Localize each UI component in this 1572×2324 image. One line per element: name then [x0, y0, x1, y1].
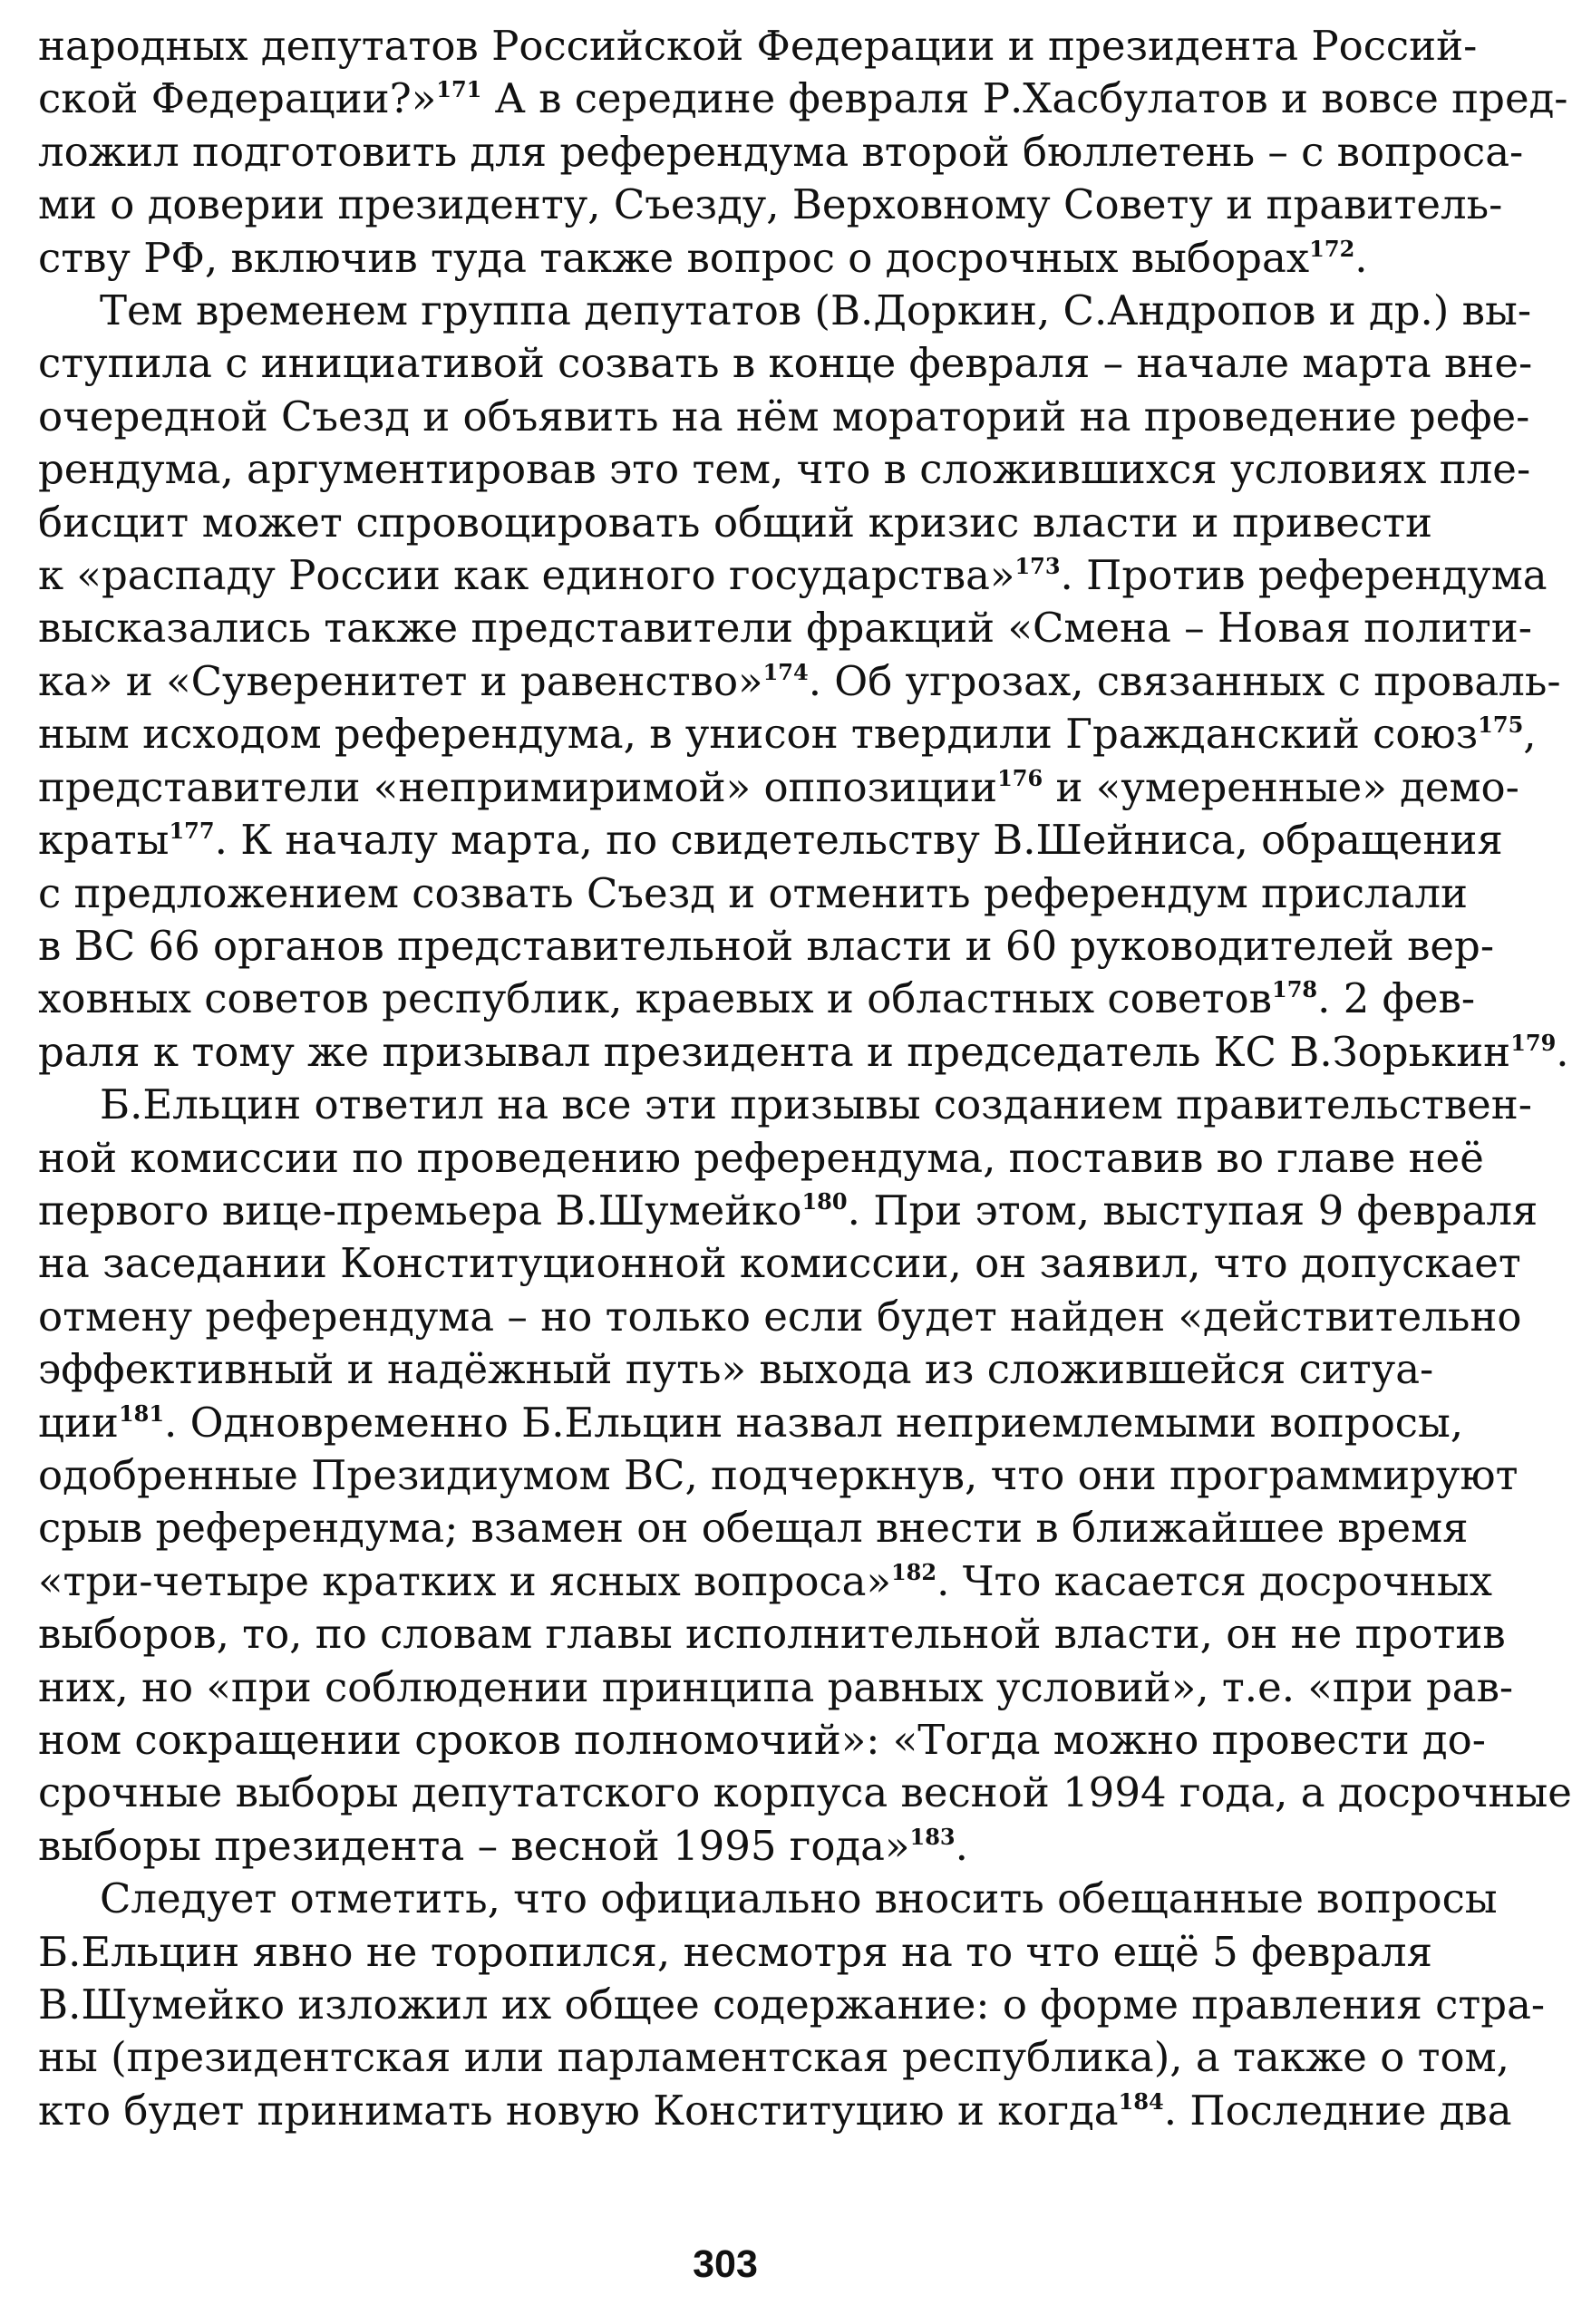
footnote-ref: 180 — [801, 1187, 848, 1215]
line-text: срыв референдума; взамен он обещал внести в ближайшее время — [38, 1504, 1469, 1553]
text-line — [38, 602, 1532, 654]
text-line — [38, 1237, 1521, 1290]
text-line — [38, 1661, 1514, 1714]
line-text: на заседании Конституционной комиссии, он заявил, что допускает — [38, 1239, 1521, 1288]
line-text: выборы президента – весной 1995 года» — [38, 1821, 910, 1870]
text-line — [38, 761, 1519, 814]
line-text: Б.Ельцин явно не торопился, несмотря на то что ещё 5 февраля — [38, 1927, 1432, 1976]
text-line — [38, 867, 1469, 920]
text-line — [38, 179, 1503, 231]
footnote-ref: 181 — [118, 1399, 165, 1427]
line-text-after: . — [1354, 233, 1368, 282]
text-line — [38, 1873, 1498, 1925]
footnote-ref: 175 — [1478, 712, 1524, 739]
line-text: выборов, то, по словам главы исполнительной власти, он не против — [38, 1610, 1506, 1659]
line-text: них, но «при соблюдении принципа равных условий», т.е. «при рав- — [38, 1662, 1514, 1711]
page-body-text — [38, 20, 1572, 2137]
footnote-ref: 176 — [997, 764, 1043, 791]
footnote-ref: 177 — [169, 818, 215, 845]
footnote-ref: 183 — [909, 1823, 956, 1850]
text-line — [38, 285, 1532, 337]
line-text-after: и «умеренные» демо- — [1043, 762, 1519, 811]
text-line — [38, 497, 1432, 549]
text-line — [38, 814, 1503, 867]
text-line — [38, 391, 1530, 443]
footnote-ref: 178 — [1272, 976, 1318, 1003]
line-text: краты — [38, 816, 170, 865]
line-text: Следует отметить, что официально вносить обещанные вопросы — [100, 1874, 1498, 1923]
line-text: раля к тому же призывал президента и председатель КС В.Зорькин — [38, 1027, 1511, 1076]
line-text: ству РФ, включив туда также вопрос о досрочных выборах — [38, 233, 1310, 282]
line-text: ховных советов республик, краевых и областных советов — [38, 974, 1272, 1023]
footnote-ref: 173 — [1014, 553, 1061, 580]
line-text: ном сокращении сроков полномочий»: «Тогда можно провести до- — [38, 1716, 1486, 1764]
line-text: ции — [38, 1398, 119, 1447]
text-line — [38, 708, 1537, 760]
line-text-after: А в середине февраля Р.Хасбулатов и вовсе пред- — [481, 74, 1568, 123]
line-text-after: . — [1556, 1027, 1569, 1076]
text-line — [38, 20, 1478, 73]
line-text: народных депутатов Российской Федерации и президента Россий- — [38, 22, 1478, 70]
line-text: очередной Съезд и объявить на нём мораторий на проведение рефе- — [38, 392, 1530, 441]
text-line — [38, 2085, 1512, 2137]
text-line — [38, 973, 1476, 1025]
text-line — [38, 443, 1531, 496]
footnote-ref: 174 — [762, 658, 809, 685]
text-line — [38, 1767, 1572, 1819]
footnote-ref: 171 — [436, 76, 482, 103]
line-text: первого вице-премьера В.Шумейко — [38, 1186, 802, 1235]
line-text-after: . Об угрозах, связанных с проваль- — [808, 656, 1561, 705]
text-line — [38, 920, 1495, 973]
footnote-ref: 179 — [1510, 1029, 1557, 1056]
text-line — [38, 655, 1561, 708]
line-text-after: . Что касается досрочных — [936, 1556, 1493, 1605]
line-text: к «распаду России как единого государства» — [38, 551, 1015, 600]
text-line — [38, 1132, 1484, 1185]
line-text: одобренные Президиумом ВС, подчеркнув, что они программируют — [38, 1450, 1519, 1499]
line-text: ны (президентская или парламентская республика), а также о том, — [38, 2033, 1509, 2082]
line-text: ной комиссии по проведению референдума, поставив во главе неё — [38, 1133, 1484, 1182]
line-text: ми о доверии президенту, Съезду, Верховному Совету и правитель- — [38, 180, 1503, 229]
line-text-after: . 2 фев- — [1317, 974, 1476, 1023]
line-text: эффективный и надёжный путь» выхода из сложившейся ситуа- — [38, 1345, 1434, 1394]
line-text: «три-четыре кратких и ясных вопроса» — [38, 1556, 891, 1605]
line-text-after: . — [955, 1821, 968, 1870]
line-text-after: . Против референдума — [1060, 551, 1548, 600]
text-line — [38, 1079, 1532, 1131]
text-line — [38, 1502, 1469, 1554]
text-line — [38, 1343, 1432, 1396]
text-line — [38, 549, 1548, 602]
line-text: отмену референдума – но только если будет найден «действительно — [38, 1292, 1522, 1341]
text-line — [38, 1449, 1519, 1502]
text-line — [38, 1979, 1546, 2031]
line-text: ным исходом референдума, в унисон твердили Гражданский союз — [38, 710, 1479, 759]
line-text-after: . Одновременно Б.Ельцин назвал неприемлемыми вопросы, — [164, 1398, 1464, 1447]
text-line — [38, 1926, 1432, 1979]
text-line — [38, 2031, 1509, 2084]
footnote-ref: 184 — [1118, 2087, 1164, 2115]
text-line — [38, 337, 1533, 390]
line-text-after: . К началу марта, по свидетельству В.Шейниса, обращения — [214, 816, 1503, 865]
text-line — [38, 1608, 1506, 1661]
line-text: ской Федерации?» — [38, 74, 437, 123]
line-text: высказались также представители фракций «Смена – Новая полити- — [38, 604, 1532, 653]
line-text: Б.Ельцин ответил на все эти призывы созданием правительствен- — [100, 1080, 1532, 1129]
line-text-after: . Последние два — [1163, 2086, 1512, 2135]
footnote-ref: 182 — [890, 1558, 937, 1585]
line-text: Тем временем группа депутатов (В.Доркин, С.Андропов и др.) вы- — [100, 286, 1532, 335]
page-number: 303 — [693, 2242, 758, 2286]
footnote-ref: 172 — [1309, 235, 1355, 262]
text-line — [38, 73, 1568, 125]
text-line — [38, 1820, 1432, 1873]
text-line — [38, 126, 1524, 179]
text-line — [38, 1026, 1569, 1079]
line-text: в ВС 66 органов представительной власти и 60 руководителей вер- — [38, 921, 1495, 970]
text-line — [38, 1555, 1493, 1608]
line-text: В.Шумейко изложил их общее содержание: о форме правления стра- — [38, 1980, 1546, 2029]
line-text: ка» и «Суверенитет и равенство» — [38, 656, 763, 705]
line-text: ложил подготовить для референдума второй бюллетень – с вопроса- — [38, 127, 1524, 176]
text-line — [38, 1714, 1486, 1767]
line-text: с предложением созвать Съезд и отменить референдум прислали — [38, 868, 1469, 917]
line-text: срочные выборы депутатского корпуса весной 1994 года, а досрочные — [38, 1768, 1572, 1817]
text-line — [38, 1185, 1538, 1237]
line-text: бисцит может спровоцировать общий кризис власти и привести — [38, 498, 1432, 547]
line-text: представители «непримиримой» оппозиции — [38, 762, 998, 811]
line-text: кто будет принимать новую Конституцию и когда — [38, 2086, 1119, 2135]
text-line — [38, 1291, 1522, 1343]
text-line — [38, 232, 1432, 285]
line-text-after: . При этом, выступая 9 февраля — [847, 1186, 1538, 1235]
line-text: ступила с инициативой созвать в конце февраля – начале марта вне- — [38, 339, 1533, 388]
line-text: рендума, аргументировав это тем, что в сложившихся условиях пле- — [38, 445, 1531, 494]
line-text-after: , — [1523, 710, 1537, 759]
text-line — [38, 1397, 1464, 1449]
